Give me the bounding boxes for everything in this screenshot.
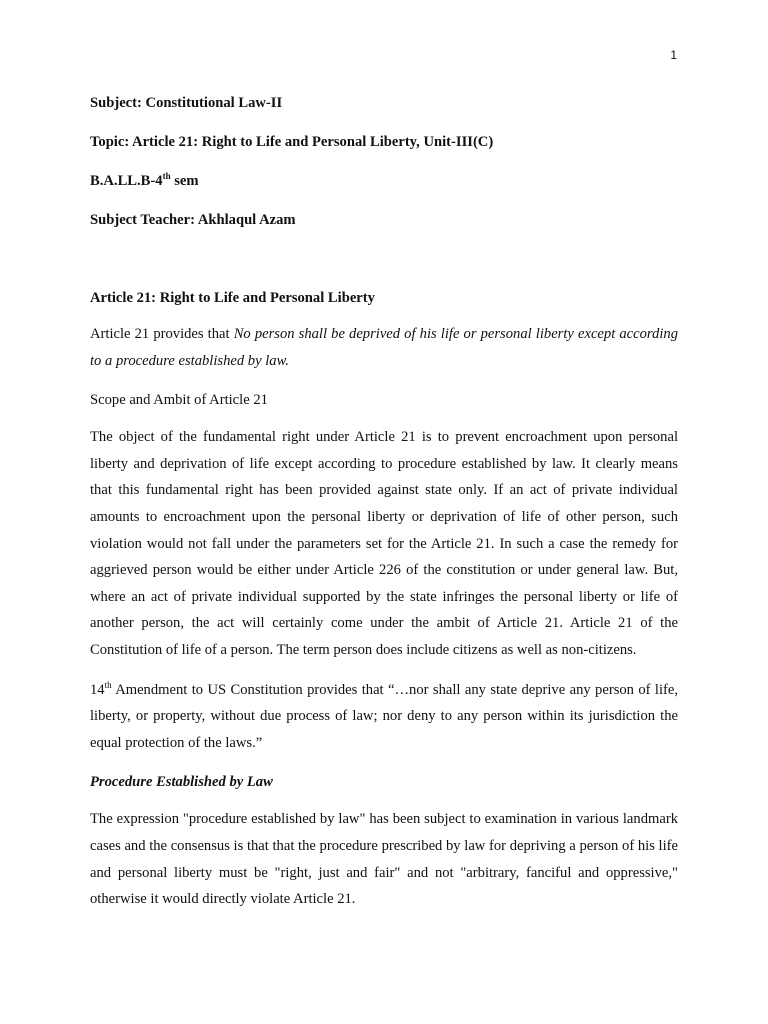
amendment-text: Amendment to US Constitution provides that “…nor shall any state deprive any person of life, liberty, or property, without due process of law; nor deny to any person within its jurisdiction the equal protection of the laws.” (90, 681, 678, 751)
document-content (90, 90, 678, 926)
scope-heading: Scope and Ambit of Article 21 (90, 392, 268, 409)
course-superscript: th (162, 171, 171, 182)
course-line (90, 168, 678, 194)
course-suffix: sem (170, 173, 199, 189)
intro-quote: No person shall be deprived of his life or personal liberty except according to a procedure established by law. (90, 326, 678, 369)
teacher-line: Subject Teacher: Akhlaqul Azam (90, 212, 296, 228)
procedure-paragraph: The expression "procedure established by law" has been subject to examination in various landmark cases and the consensus is that that the procedure prescribed by law for depriving a person of his life and personal liberty must be "right, just and fair" and not "arbitrary, fanciful and oppressive," otherwise it would directly violate Article 21. (90, 811, 678, 908)
course-prefix: B.A.LL.B-4 (90, 173, 163, 189)
intro-paragraph (90, 321, 678, 374)
intro-lead: Article 21 provides that (90, 326, 234, 342)
subject-line: Subject: Constitutional Law-II (90, 95, 283, 111)
page-number: 1 (670, 48, 677, 62)
topic-line: Topic: Article 21: Right to Life and Personal Liberty, Unit-III(C) (90, 134, 494, 150)
procedure-heading: Procedure Established by Law (90, 774, 273, 791)
article-heading: Article 21: Right to Life and Personal Liberty (90, 290, 375, 306)
amendment-number: 14 (90, 681, 105, 698)
amendment-superscript: th (104, 679, 112, 690)
amendment-paragraph (90, 677, 678, 757)
scope-paragraph: The object of the fundamental right under Article 21 is to prevent encroachment upon personal liberty and deprivation of life except according to procedure established by law. It clearly means that this fundamental right has been provided against state only. If an act of private individual amounts to encroachment upon the personal liberty or deprivation of life of other person, such violation would not fall under the parameters set for the Article 21. In such a case the remedy for aggrieved person would be either under Article 226 of the constitution or under general law. But, where an act of private individual supported by the state infringes the personal liberty or life of another person, the act will certainly come under the ambit of Article 21. Article 21 of the Constitution of life of a person. The term person does include citizens as well as non-citizens. (90, 429, 678, 658)
